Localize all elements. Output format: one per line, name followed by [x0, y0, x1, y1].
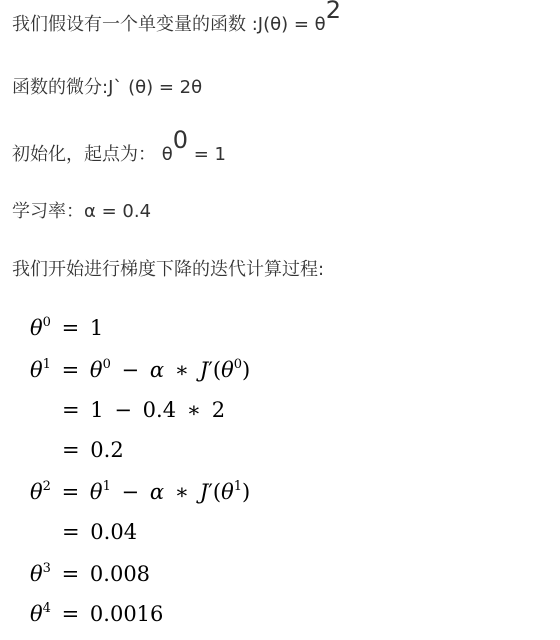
- equals-sign: =: [61, 602, 80, 626]
- minus-sign: −: [121, 358, 140, 382]
- left-paren: (: [212, 358, 222, 382]
- equals-sign: =: [62, 520, 80, 544]
- eq-theta3: [30, 562, 150, 586]
- j-symbol: J: [199, 480, 209, 504]
- learning-rate: [12, 200, 151, 224]
- eq-theta1-result: [58, 438, 124, 462]
- theta-symbol: θ: [30, 480, 43, 504]
- process-heading: [12, 258, 324, 282]
- theta-symbol: θ: [221, 480, 234, 504]
- expr-derivative-value: 2: [211, 398, 226, 422]
- eq-theta2-result: [58, 520, 137, 544]
- theta-symbol: θ: [30, 602, 43, 626]
- start-point-value: = 1: [188, 144, 226, 165]
- theta4-value: 0.0016: [89, 602, 164, 626]
- eq-theta2-formula: [30, 480, 250, 504]
- minus-sign: −: [121, 480, 140, 504]
- times-sign: ∗: [174, 480, 189, 504]
- start-point-exponent: 0: [172, 126, 189, 154]
- superscript: 0: [233, 357, 243, 372]
- start-point-text: 初始化，起点为： θ: [12, 144, 173, 165]
- theta-symbol: θ: [221, 358, 234, 382]
- superscript: 0: [42, 315, 51, 330]
- superscript: 1: [102, 479, 111, 494]
- times-sign: ∗: [174, 358, 189, 382]
- equals-sign: =: [62, 438, 80, 462]
- derivative-definition: [12, 76, 202, 100]
- equals-sign: =: [61, 358, 80, 382]
- equals-sign: =: [61, 480, 80, 504]
- superscript: 1: [233, 479, 243, 494]
- theta-symbol: θ: [30, 316, 43, 340]
- times-sign: ∗: [186, 398, 202, 422]
- prime-symbol: ′: [208, 480, 213, 504]
- minus-sign: −: [114, 398, 132, 422]
- left-paren: (: [212, 480, 222, 504]
- superscript: 1: [42, 357, 51, 372]
- theta-symbol: θ: [30, 358, 43, 382]
- eq-theta0: [30, 316, 103, 340]
- theta2-value: 0.04: [90, 520, 138, 544]
- eq-theta1-substitution: [58, 398, 225, 422]
- theta3-value: 0.008: [89, 562, 151, 586]
- expr-alpha-value: 0.4: [142, 398, 177, 422]
- eq-theta4: [30, 602, 163, 626]
- derivative-text: 函数的微分:J` (θ) = 2θ: [12, 77, 203, 98]
- equals-sign: =: [61, 562, 80, 586]
- expr-theta0-value: 1: [90, 398, 104, 422]
- eq-theta1-formula: [30, 358, 250, 382]
- equals-sign: =: [61, 316, 80, 340]
- superscript: 3: [42, 561, 51, 576]
- theta-symbol: θ: [89, 480, 103, 504]
- learning-rate-text: 学习率：α = 0.4: [12, 201, 152, 222]
- prime-symbol: ′: [208, 358, 213, 382]
- alpha-symbol: α: [149, 480, 165, 504]
- theta-symbol: θ: [30, 562, 43, 586]
- right-paren: ): [242, 480, 251, 504]
- theta1-value: 0.2: [90, 438, 124, 462]
- superscript: 4: [42, 601, 51, 616]
- j-symbol: J: [199, 358, 209, 382]
- alpha-symbol: α: [149, 358, 165, 382]
- equals-sign: =: [62, 398, 80, 422]
- function-definition: [12, 0, 341, 37]
- function-definition-text: 我们假设有一个单变量的函数 :J(θ) = θ: [12, 14, 326, 35]
- function-definition-exponent: 2: [325, 0, 341, 24]
- process-heading-text: 我们开始进行梯度下降的迭代计算过程:: [12, 259, 325, 280]
- theta-symbol: θ: [89, 358, 103, 382]
- superscript: 2: [42, 479, 51, 494]
- theta0-value: 1: [89, 316, 104, 340]
- start-point: [12, 126, 226, 167]
- right-paren: ): [242, 358, 251, 382]
- superscript: 0: [102, 357, 111, 372]
